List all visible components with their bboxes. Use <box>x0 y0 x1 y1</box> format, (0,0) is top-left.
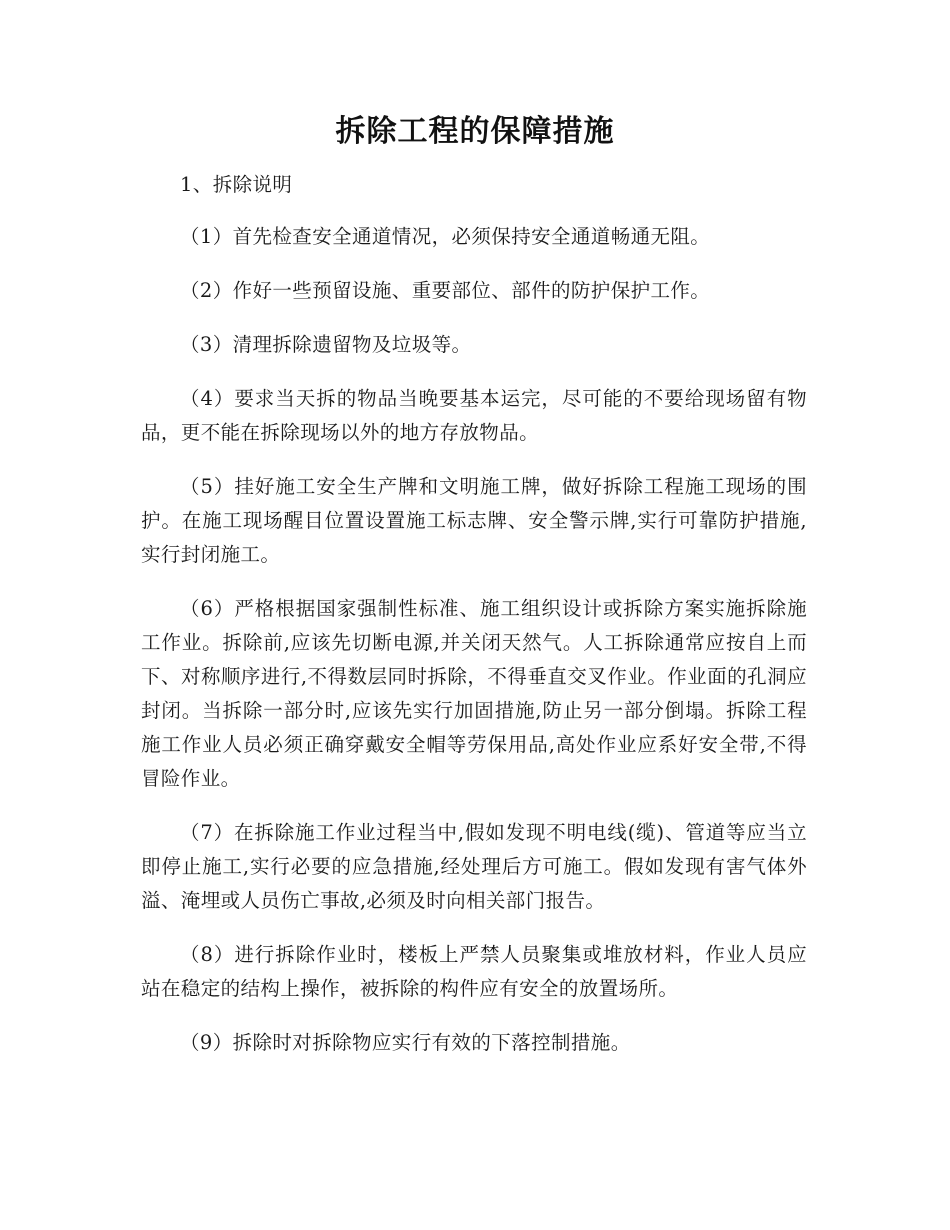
list-item: （5）挂好施工安全生产牌和文明施工牌，做好拆除工程施工现场的围护。在施工现场醒目位置设置施工标志牌、安全警示牌,实行可靠防护措施,实行封闭施工。 <box>141 475 807 566</box>
page-title: 拆除工程的保障措施 <box>335 114 615 149</box>
document-body <box>141 168 807 1080</box>
list-item: （4）要求当天拆的物品当晚要基本运完，尽可能的不要给现场留有物品，更不能在拆除现场以外的地方存放物品。 <box>141 387 807 444</box>
list-item: （1）首先检查安全通道情况，必须保持安全通道畅通无阻。 <box>180 225 711 248</box>
list-item: （8）进行拆除作业时，楼板上严禁人员聚集或堆放材料，作业人员应站在稳定的结构上操作，被拆除的构件应有安全的放置场所。 <box>141 943 807 1000</box>
list-item: （6）严格根据国家强制性标准、施工组织设计或拆除方案实施拆除施工作业。拆除前,应该先切断电源,并关闭天然气。人工拆除通常应按自上而下、对称顺序进行,不得数层同时拆除，不得垂直交叉作业。作业面的孔洞应封闭。当拆除一部分时,应该先实行加固措施,防止另一部分倒塌。拆除工程施工作业人员必须正确穿戴安全帽等劳保用品,高处作业应系好安全带,不得冒险作业。 <box>141 597 807 790</box>
list-item: （3）清理拆除遗留物及垃圾等。 <box>180 333 472 356</box>
list-item: （9）拆除时对拆除物应实行有效的下落控制措施。 <box>180 1031 631 1054</box>
list-item: （7）在拆除施工作业过程当中,假如发现不明电线(缆)、管道等应当立即停止施工,实行必要的应急措施,经处理后方可施工。假如发现有害气体外溢、淹埋或人员伤亡事故,必须及时向相关部门报告。 <box>141 821 807 912</box>
section-heading: 1、拆除说明 <box>180 173 293 196</box>
list-item: （2）作好一些预留设施、重要部位、部件的防护保护工作。 <box>180 279 711 302</box>
